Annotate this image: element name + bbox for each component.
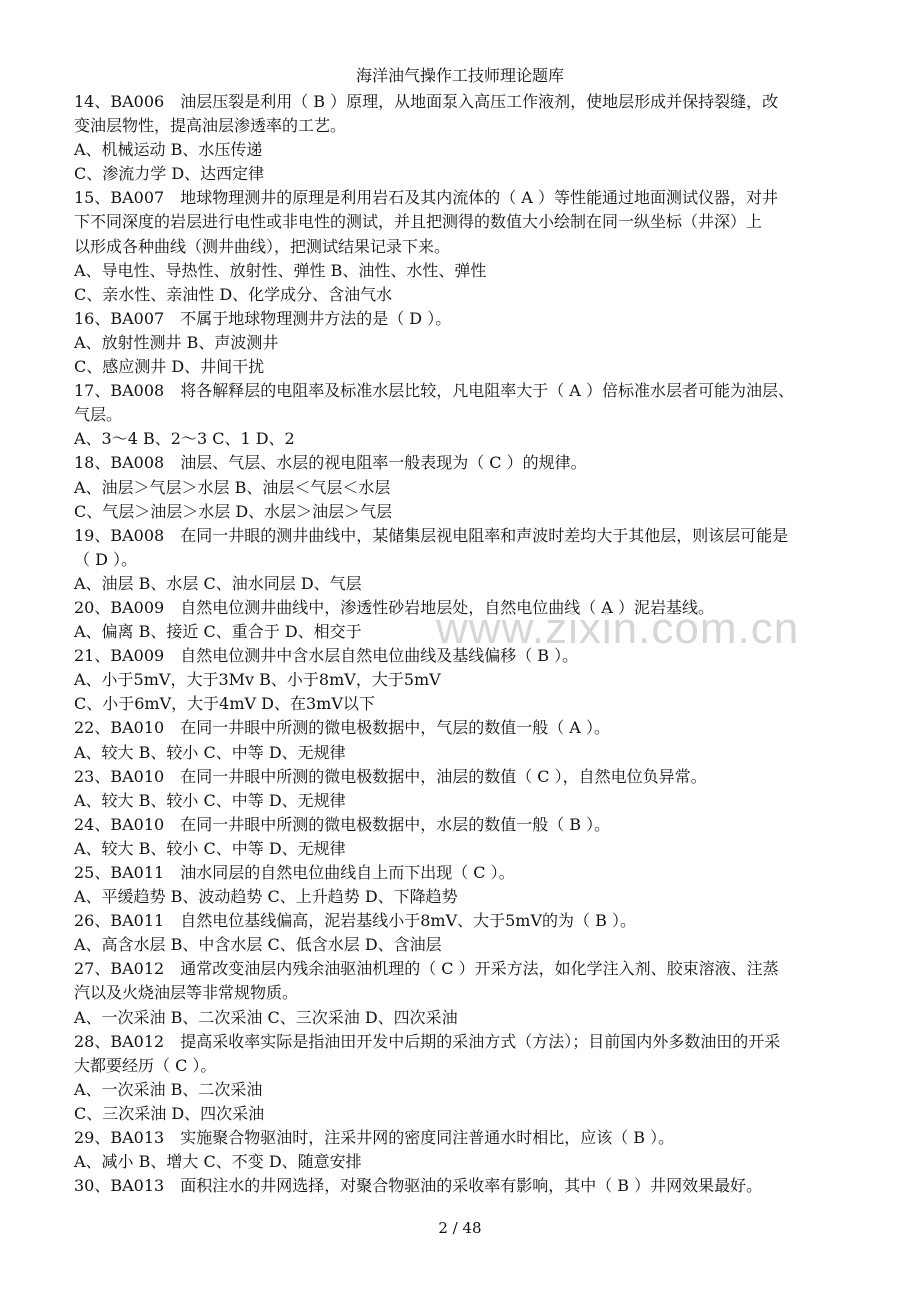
text-line: 以形成各种曲线（测井曲线），把测试结果记录下来。 <box>74 236 451 256</box>
text-line: A、3～4 B、2～3 C、1 D、2 <box>74 429 295 449</box>
text-line: C、渗流力学 D、达西定律 <box>74 164 265 184</box>
text-line: C、感应测井 D、井间干扰 <box>74 357 265 377</box>
text-line: A、偏离 B、接近 C、重合于 D、相交于 <box>74 622 362 642</box>
text-line: 17、BA008 将各解释层的电阻率及标准水层比较，凡电阻率大于（ A ）倍标准水层者可能为油层、 <box>74 381 794 401</box>
text-line: A、一次采油 B、二次采油 <box>74 1079 263 1099</box>
text-line: 23、BA010 在同一井眼中所测的微电极数据中，油层的数值（ C ），自然电位负异常。 <box>74 766 707 786</box>
text-line: 20、BA009 自然电位测井曲线中，渗透性砂岩地层处，自然电位曲线（ A ）泥岩基线。 <box>74 597 714 617</box>
text-line: 18、BA008 油层、气层、水层的视电阻率一般表现为（ C ）的规律。 <box>74 453 587 473</box>
watermark-text: www.zixin.com.cn <box>436 604 800 653</box>
text-line: A、一次采油 B、二次采油 C、三次采油 D、四次采油 <box>74 1007 458 1027</box>
text-line: 28、BA012 提高采收率实际是指油田开发中后期的采油方式（方法）；目前国内外多数油田的开采 <box>74 1031 781 1051</box>
page-number: 2 / 48 <box>438 1219 482 1237</box>
text-line: 汽以及火烧油层等非常规物质。 <box>74 983 299 1003</box>
text-line: A、机械运动 B、水压传递 <box>74 140 263 160</box>
text-line: A、减小 B、增大 C、不变 D、随意安排 <box>74 1152 362 1172</box>
text-line: 21、BA009 自然电位测井中含水层自然电位曲线及基线偏移（ B ）。 <box>74 646 579 666</box>
text-line: 大都要经历（ C ）。 <box>74 1055 217 1075</box>
text-line: A、油层 B、水层 C、油水同层 D、气层 <box>74 573 362 593</box>
text-line: （ D ）。 <box>74 549 138 569</box>
text-line: 15、BA007 地球物理测井的原理是利用岩石及其内流体的（ A ）等性能通过地面测试仪器，对井 <box>74 188 778 208</box>
text-line: 25、BA011 油水同层的自然电位曲线自上而下出现（ C ）。 <box>74 863 515 882</box>
text-line: C、气层＞油层＞水层 D、水层＞油层＞气层 <box>74 501 393 521</box>
text-line: 30、BA013 面积注水的井网选择，对聚合物驱油的采收率有影响，其中（ B ）井网效果最好。 <box>74 1176 763 1196</box>
text-line: 26、BA011 自然电位基线偏高，泥岩基线小于8mV、大于5mV的为（ B ）。 <box>74 911 636 931</box>
text-line: A、较大 B、较小 C、中等 D、无规律 <box>74 742 346 762</box>
text-line: 变油层物性，提高油层渗透率的工艺。 <box>74 116 347 136</box>
text-line: C、三次采油 D、四次采油 <box>74 1103 265 1123</box>
text-line: A、高含水层 B、中含水层 C、低含水层 D、含油层 <box>74 935 442 955</box>
text-line: 29、BA013 实施聚合物驱油时，注采井网的密度同注普通水时相比，应该（ B ）。 <box>74 1128 675 1148</box>
text-line: 16、BA007 不属于地球物理测井方法的是（ D ）。 <box>74 308 452 328</box>
text-line: 下不同深度的岩层进行电性或非电性的测试，并且把测得的数值大小绘制在同一纵坐标（井深）上 <box>74 212 763 232</box>
text-line: A、放射性测井 B、声波测井 <box>74 332 279 352</box>
text-line: A、较大 B、较小 C、中等 D、无规律 <box>74 790 346 810</box>
text-line: 27、BA012 通常改变油层内残余油驱油机理的（ C ）开采方法，如化学注入剂、胶束溶液、注蒸 <box>74 959 779 979</box>
text-line: A、小于5mV，大于3Mv B、小于8mV，大于5mV <box>74 670 441 690</box>
text-line: A、平缓趋势 B、波动趋势 C、上升趋势 D、下降趋势 <box>74 887 458 907</box>
text-line: 14、BA006 油层压裂是利用（ B ）原理，从地面泵入高压工作液剂，使地层形成并保持裂缝，改 <box>74 92 779 111</box>
page-title: 海洋油气操作工技师理论题库 <box>355 66 564 85</box>
text-line: 19、BA008 在同一井眼的测井曲线中，某储集层视电阻率和声波时差均大于其他层，则该层可能是 <box>74 525 789 545</box>
text-line: A、导电性、导热性、放射性、弹性 B、油性、水性、弹性 <box>74 260 487 280</box>
text-line: 气层。 <box>74 405 123 425</box>
text-line: A、油层＞气层＞水层 B、油层＜气层＜水层 <box>74 477 391 497</box>
text-line: C、小于6mV，大于4mV D、在3mV以下 <box>74 694 375 714</box>
text-line: 22、BA010 在同一井眼中所测的微电极数据中，气层的数值一般（ A ）。 <box>74 718 610 738</box>
text-line: C、亲水性、亲油性 D、化学成分、含油气水 <box>74 284 393 304</box>
text-line: A、较大 B、较小 C、中等 D、无规律 <box>74 838 346 858</box>
text-line: 24、BA010 在同一井眼中所测的微电极数据中，水层的数值一般（ B ）。 <box>74 814 611 834</box>
